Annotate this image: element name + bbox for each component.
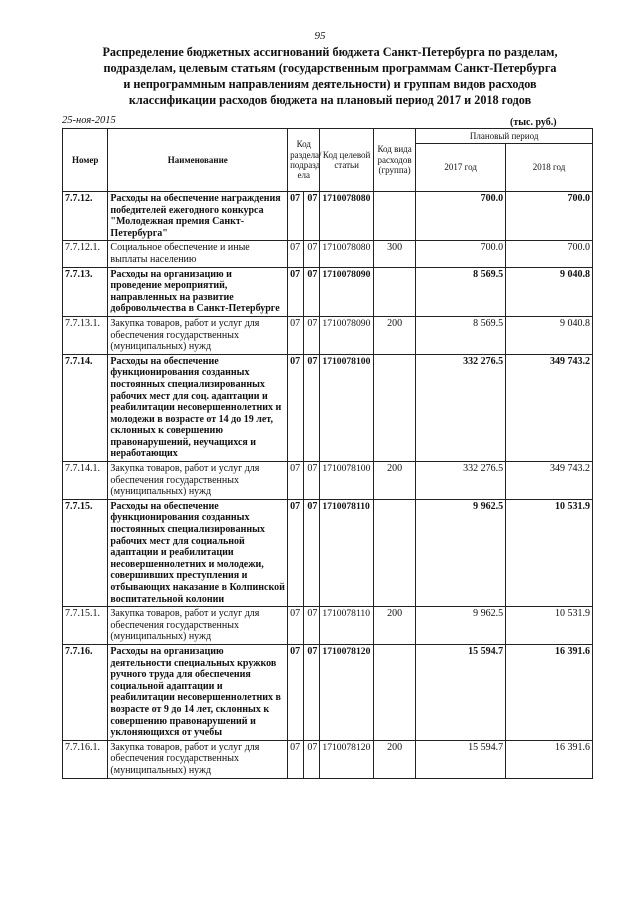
header-target-code: Код целевой статьи: [320, 129, 374, 192]
row-expense-type: 200: [373, 462, 415, 500]
row-amount-2018: 9 040.8: [506, 267, 593, 316]
row-amount-2018: 700.0: [506, 241, 593, 267]
row-target-code: 1710078100: [320, 354, 374, 461]
row-section: 07: [288, 267, 304, 316]
row-amount-2017: 9 962.5: [416, 499, 506, 606]
row-section: 07: [288, 740, 304, 778]
row-subsection: 07: [304, 462, 320, 500]
row-section: 07: [288, 354, 304, 461]
row-target-code: 1710078120: [320, 644, 374, 740]
table-row: [63, 607, 593, 645]
row-amount-2018: 10 531.9: [506, 499, 593, 606]
title-line: и непрограммным направлениям деятельности) и группам видов расходов: [123, 77, 537, 91]
table-row: [63, 267, 593, 316]
row-name: Закупка товаров, работ и услуг для обеспечения государственных (муниципальных) нужд: [108, 740, 288, 778]
table-body: [63, 192, 593, 779]
row-expense-type: [373, 354, 415, 461]
row-name: Социальное обеспечение и иные выплаты населению: [108, 241, 288, 267]
row-expense-type: [373, 499, 415, 606]
row-section: 07: [288, 316, 304, 354]
budget-table: [62, 128, 593, 779]
row-number: 7.7.12.1.: [63, 241, 108, 267]
row-name: Закупка товаров, работ и услуг для обеспечения государственных (муниципальных) нужд: [108, 607, 288, 645]
row-target-code: 1710078110: [320, 607, 374, 645]
row-subsection: 07: [304, 354, 320, 461]
table-row: [63, 354, 593, 461]
row-expense-type: [373, 192, 415, 241]
document-title: [70, 44, 590, 108]
table-row: [63, 316, 593, 354]
row-number: 7.7.15.1.: [63, 607, 108, 645]
document-date: 25-ноя-2015: [62, 115, 116, 126]
row-expense-type: [373, 267, 415, 316]
row-subsection: 07: [304, 607, 320, 645]
row-expense-type: 200: [373, 316, 415, 354]
row-name: Закупка товаров, работ и услуг для обеспечения государственных (муниципальных) нужд: [108, 316, 288, 354]
row-amount-2018: 16 391.6: [506, 740, 593, 778]
row-target-code: 1710078120: [320, 740, 374, 778]
header-section-code: Код раздела/ подразд ела: [288, 129, 320, 192]
row-expense-type: 200: [373, 607, 415, 645]
row-name: Расходы на организацию и проведение мероприятий, направленных на развитие добровольчества в Санкт-Петербурге: [108, 267, 288, 316]
row-amount-2018: 16 391.6: [506, 644, 593, 740]
row-number: 7.7.14.: [63, 354, 108, 461]
row-subsection: 07: [304, 267, 320, 316]
row-subsection: 07: [304, 644, 320, 740]
row-subsection: 07: [304, 192, 320, 241]
row-name: Расходы на обеспечение награждения победителей ежегодного конкурса "Молодежная премия Санкт-Петербурга": [108, 192, 288, 241]
row-subsection: 07: [304, 241, 320, 267]
row-target-code: 1710078080: [320, 241, 374, 267]
header-expense-type: Код вида расходов (группа): [373, 129, 415, 192]
header-row: [63, 129, 593, 144]
row-subsection: 07: [304, 740, 320, 778]
row-amount-2018: 349 743.2: [506, 462, 593, 500]
row-amount-2017: 9 962.5: [416, 607, 506, 645]
row-target-code: 1710078080: [320, 192, 374, 241]
row-target-code: 1710078110: [320, 499, 374, 606]
row-amount-2017: 332 276.5: [416, 462, 506, 500]
row-subsection: 07: [304, 316, 320, 354]
row-expense-type: 300: [373, 241, 415, 267]
row-number: 7.7.15.: [63, 499, 108, 606]
row-section: 07: [288, 607, 304, 645]
table-row: [63, 192, 593, 241]
row-number: 7.7.13.1.: [63, 316, 108, 354]
row-amount-2017: 332 276.5: [416, 354, 506, 461]
row-name: Расходы на обеспечение функционирования созданных постоянных специализированных рабочих мест для соц. адаптации и реабилитации несовершеннолетних и молодежи в возрасте от 14 до 19 лет, склонных к совершению правонарушений, неучащихся и неработающих: [108, 354, 288, 461]
row-target-code: 1710078090: [320, 267, 374, 316]
row-amount-2018: 349 743.2: [506, 354, 593, 461]
title-line: классификации расходов бюджета на плановый период 2017 и 2018 годов: [128, 93, 532, 107]
row-section: 07: [288, 192, 304, 241]
row-number: 7.7.16.1.: [63, 740, 108, 778]
row-amount-2017: 15 594.7: [416, 740, 506, 778]
row-number: 7.7.16.: [63, 644, 108, 740]
row-name: Закупка товаров, работ и услуг для обеспечения государственных (муниципальных) нужд: [108, 462, 288, 500]
table-row: [63, 644, 593, 740]
row-amount-2017: 700.0: [416, 241, 506, 267]
table-row: [63, 499, 593, 606]
row-subsection: 07: [304, 499, 320, 606]
row-amount-2017: 15 594.7: [416, 644, 506, 740]
row-expense-type: 200: [373, 740, 415, 778]
row-amount-2018: 10 531.9: [506, 607, 593, 645]
header-year-2017: 2017 год: [416, 144, 506, 192]
row-name: Расходы на организацию деятельности специальных кружков ручного труда для обеспечения социальной адаптации и реабилитации несовершеннолетних в возрасте от 9 до 14 лет, склонных к совершению правонарушений и уклоняющихся от учебы: [108, 644, 288, 740]
row-number: 7.7.12.: [63, 192, 108, 241]
header-year-2018: 2018 год: [506, 144, 593, 192]
table-row: [63, 241, 593, 267]
row-number: 7.7.13.: [63, 267, 108, 316]
row-amount-2017: 8 569.5: [416, 316, 506, 354]
header-name: Наименование: [108, 129, 288, 192]
row-section: 07: [288, 644, 304, 740]
row-section: 07: [288, 462, 304, 500]
row-section: 07: [288, 241, 304, 267]
row-amount-2018: 700.0: [506, 192, 593, 241]
page-number: 95: [314, 30, 326, 42]
row-amount-2017: 700.0: [416, 192, 506, 241]
header-plan-period: Плановый период: [416, 129, 593, 144]
row-target-code: 1710078100: [320, 462, 374, 500]
row-section: 07: [288, 499, 304, 606]
title-line: Распределение бюджетных ассигнований бюджета Санкт-Петербурга по разделам,: [102, 45, 558, 59]
row-amount-2018: 9 040.8: [506, 316, 593, 354]
row-amount-2017: 8 569.5: [416, 267, 506, 316]
row-target-code: 1710078090: [320, 316, 374, 354]
title-line: подразделам, целевым статьям (государственным программам Санкт-Петербурга: [103, 61, 557, 75]
unit-label: (тыс. руб.): [510, 117, 557, 128]
row-number: 7.7.14.1.: [63, 462, 108, 500]
row-name: Расходы на обеспечение функционирования созданных постоянных специализированных рабочих мест для социальной адаптации и реабилитации несовершеннолетних и молодежи, совершивших преступления и отбывающих наказание в Колпинской воспитательной колонии: [108, 499, 288, 606]
row-expense-type: [373, 644, 415, 740]
table-row: [63, 462, 593, 500]
table-row: [63, 740, 593, 778]
header-number: Номер: [63, 129, 108, 192]
